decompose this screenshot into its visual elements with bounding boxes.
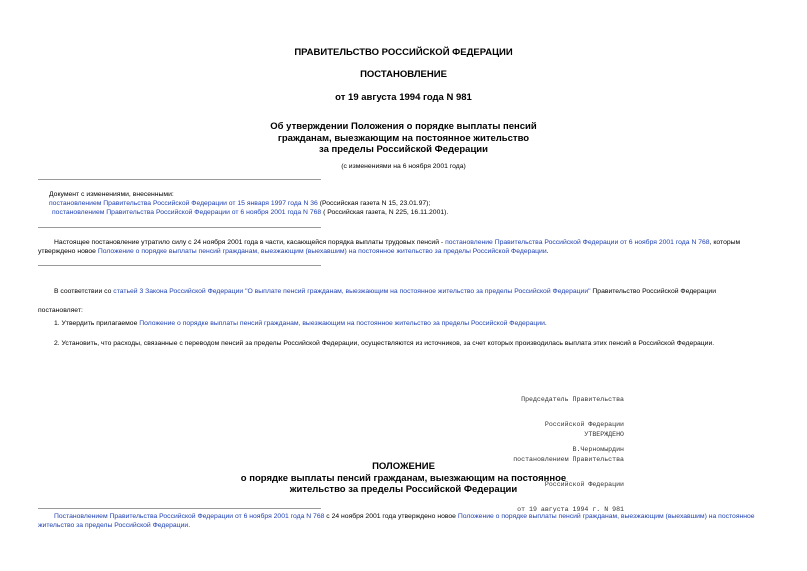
new-regulation-link[interactable]: Положение о порядке выплаты пенсий гражданам, выезжающим (выехавшим) на постоянное жительство за пределы Российской Федерации	[97, 248, 547, 255]
preamble-text: Правительство Российской Федерации	[590, 288, 716, 295]
government-heading: ПРАВИТЕЛЬСТВО РОССИЙСКОЙ ФЕДЕРАЦИИ	[294, 47, 513, 58]
preamble-text: В соответствии со	[54, 288, 114, 295]
resolution-item-2: 2. Установить, что расходы, связанные с переводом пенсий за пределы Российской Федерации, осуществляются из источников, за счет которых производилась выплата этих пенсий в Российской Федерации.	[54, 340, 715, 347]
amendment-source: ( Российская газета, N 225, 16.11.2001).	[321, 209, 449, 216]
regulation-subtitle: о порядке выплаты пенсий гражданам, выезжающим на постоянное	[240, 472, 567, 484]
expired-note-text: .	[546, 248, 549, 255]
regulation-title: ПОЛОЖЕНИЕ	[372, 461, 435, 472]
resolves-text: постановляет:	[38, 307, 83, 314]
amendment-item	[49, 208, 769, 217]
divider	[38, 508, 321, 509]
document-date-number: от 19 августа 1994 года N 981	[335, 92, 472, 103]
divider	[38, 265, 321, 266]
approval-line: от 19 августа 1994 г. N 981	[517, 506, 624, 514]
expired-note-text: , которым утверждено новое	[38, 239, 741, 255]
preamble-paragraph	[54, 287, 770, 296]
footer-regulation-link[interactable]: Положение о порядке выплаты пенсий гражданам, выезжающим (выехавшим) на постоянное жительство за пределы Российской Федерации	[38, 513, 755, 529]
changes-note: (с изменениями на 6 ноября 2001 года)	[341, 163, 466, 170]
regulation-subtitle: жительство за пределы Российской Федерации	[289, 484, 518, 495]
regulation-link[interactable]: Положение о порядке выплаты пенсий гражданам, выезжающим на постоянное жительство за пределы Российской Федерации	[139, 320, 545, 327]
law-article-link[interactable]: статьей 3 Закона Российской Федерации "О выплате пенсий гражданам, выезжающим на постоянное жительство за пределы Российской Федерации"	[113, 288, 591, 295]
approval-line: УТВЕРЖДЕНО	[584, 430, 624, 438]
divider	[38, 227, 321, 228]
amendment-link[interactable]: постановлением Правительства Российской Федерации от 6 ноября 2001 года N 768	[52, 209, 322, 216]
expired-note-link[interactable]: постановление Правительства Российской Федерации от 6 ноября 2001 года N 768	[445, 239, 710, 246]
document-title-line: за пределы Российской Федерации	[319, 144, 488, 155]
amendments-intro: Документ с изменениями, внесенными:	[49, 191, 174, 198]
amendment-source: (Российская газета N 15, 23.01.97);	[317, 200, 431, 207]
expired-note-text: Настоящее постановление утратило силу с 24 ноября 2001 года в части, касающейся порядка выплаты трудовых пенсий -	[54, 239, 446, 246]
footer-resolution-link[interactable]: Постановлением Правительства Российской Федерации от 6 ноября 2001 года N 768	[54, 513, 325, 520]
amendment-item	[49, 199, 769, 208]
footer-note-text: с 24 ноября 2001 года утверждено новое	[324, 513, 458, 520]
item-text: 1. Утвердить прилагаемое	[54, 320, 140, 327]
signature-line: Председатель Правительства	[521, 395, 624, 403]
document-title-line: гражданам, выезжающим на постоянное жительство	[277, 132, 530, 144]
approval-line: постановлением Правительства	[513, 456, 624, 464]
document-title-line: Об утверждении Положения о порядке выплаты пенсий	[270, 121, 537, 132]
amendments-block	[49, 190, 769, 217]
approval-line: Российской Федерации	[544, 481, 624, 489]
signature-line: В.Черномырдин	[572, 446, 624, 454]
resolution-item-1	[54, 319, 770, 328]
expired-note	[38, 238, 770, 256]
signature-line: Российской Федерации	[544, 421, 624, 429]
document-type-heading: ПОСТАНОВЛЕНИЕ	[360, 69, 447, 80]
footer-note	[38, 512, 772, 530]
divider	[38, 179, 321, 180]
document-title	[0, 121, 807, 156]
amendment-link[interactable]: постановлением Правительства Российской Федерации от 15 января 1997 года N 36	[49, 200, 318, 207]
item-text: .	[544, 320, 547, 327]
regulation-heading	[0, 461, 807, 496]
footer-note-text: .	[188, 522, 191, 529]
